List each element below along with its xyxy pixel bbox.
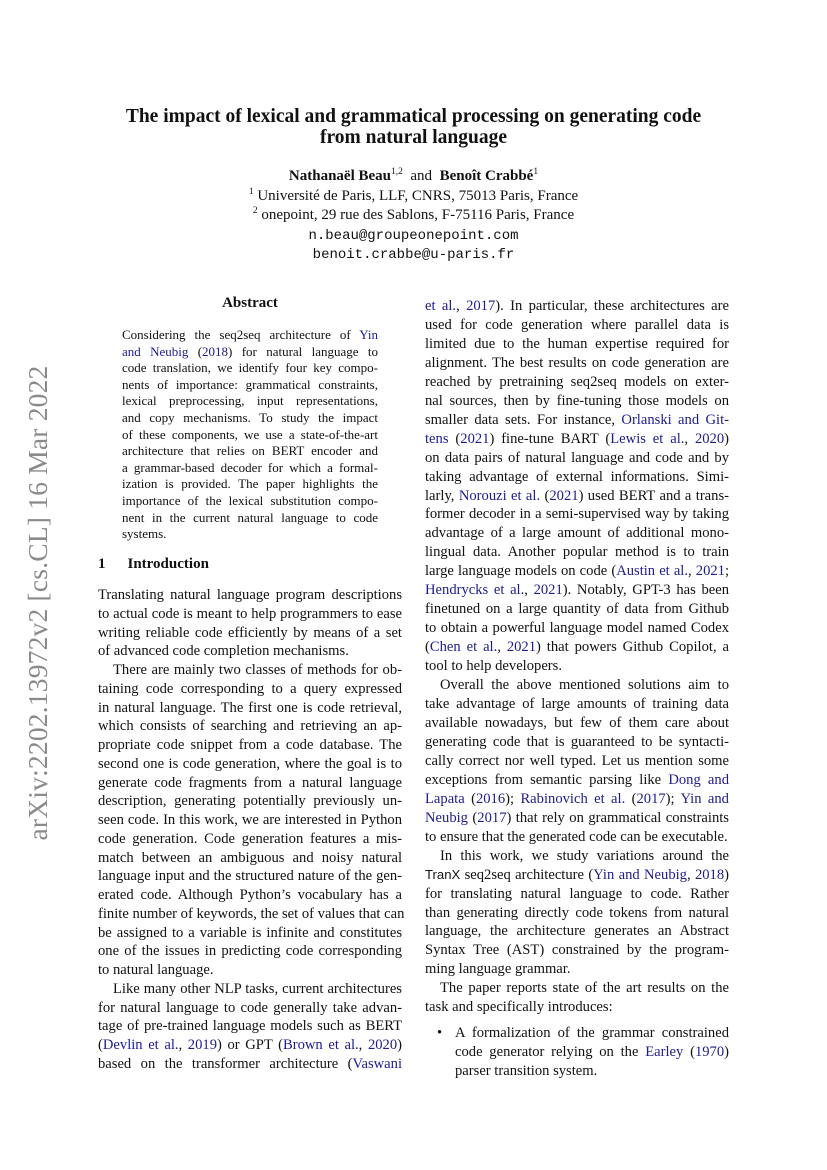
text-line bbox=[425, 657, 729, 676]
text-line bbox=[98, 961, 402, 980]
text-run: There are mainly two classes of methods for ob- bbox=[113, 662, 402, 678]
text-run: based on the transformer architecture ( bbox=[98, 1055, 353, 1072]
text-line bbox=[425, 714, 729, 733]
text-run: ) that powers Github Copilot, a bbox=[536, 639, 729, 656]
text-line bbox=[425, 487, 729, 506]
text-line bbox=[425, 828, 729, 847]
author-email[interactable]: n.beau@groupeonepoint.com bbox=[308, 228, 519, 244]
text-line bbox=[425, 430, 729, 449]
text-line bbox=[425, 505, 729, 524]
text-run: importance of the lexical substitution compo- bbox=[122, 492, 378, 508]
text-run: larly, bbox=[425, 487, 459, 504]
text-line bbox=[425, 354, 729, 373]
text-run: seen code. In this work, we are interested in Python bbox=[98, 812, 402, 828]
paragraph bbox=[425, 979, 729, 1017]
right-column bbox=[425, 297, 729, 1081]
text-line bbox=[98, 586, 402, 605]
text-run: former decoder in a semi-supervised way by taking bbox=[425, 506, 729, 523]
text-line bbox=[122, 493, 378, 510]
text-line bbox=[455, 1062, 729, 1081]
text-run: description, generating potentially previously un- bbox=[98, 793, 402, 810]
text-run: ( bbox=[425, 639, 430, 656]
citation-link[interactable]: Neubig bbox=[425, 809, 468, 826]
text-line bbox=[425, 562, 729, 581]
text-line bbox=[122, 526, 378, 543]
citation-link[interactable]: Yin bbox=[359, 327, 378, 342]
text-run: , bbox=[497, 639, 507, 656]
text-run: taining code corresponding to a query expressed bbox=[98, 680, 402, 697]
text-run: take advantage of large amounts of training data bbox=[425, 696, 729, 713]
text-line bbox=[98, 755, 402, 774]
text-line bbox=[98, 605, 402, 624]
bullet-icon: • bbox=[437, 1025, 443, 1042]
text-line bbox=[425, 752, 729, 771]
citation-link[interactable]: Yin and Neubig bbox=[593, 866, 687, 883]
text-line bbox=[425, 904, 729, 923]
citation-link[interactable]: 2018 bbox=[202, 343, 229, 359]
citation-link[interactable]: 1970 bbox=[694, 1044, 725, 1061]
arxiv-stamp: arXiv:2202.13972v2 [cs.CL] 16 Mar 2022 bbox=[22, 365, 53, 841]
text-run: code generator relying on the bbox=[455, 1044, 646, 1061]
citation-link[interactable]: 2017 bbox=[466, 298, 496, 314]
citation-link[interactable]: Chen et al. bbox=[429, 639, 498, 656]
paragraph bbox=[122, 327, 378, 543]
citation-link[interactable]: 2020 bbox=[367, 1037, 398, 1053]
text-line bbox=[122, 393, 378, 410]
text-run: ization is provided. The paper highlights the bbox=[122, 476, 378, 492]
text-run: and copy mechanisms. To study the impact bbox=[122, 409, 378, 425]
text-run: propriate code snippet from a code database. The bbox=[98, 737, 402, 753]
citation-link[interactable]: 2021 bbox=[506, 639, 537, 656]
citation-link[interactable]: Earley bbox=[645, 1044, 684, 1061]
citation-link[interactable]: 2018 bbox=[694, 866, 725, 883]
text-line bbox=[122, 427, 378, 444]
bullet-item bbox=[425, 1024, 729, 1081]
section-title: Introduction bbox=[127, 556, 209, 572]
text-run: ) bbox=[397, 1037, 402, 1053]
author-affil-mark: 1,2 bbox=[391, 167, 403, 177]
citation-link[interactable]: tens bbox=[425, 430, 449, 447]
text-line bbox=[425, 676, 729, 695]
text-run: of these components, we use a state-of-the-art bbox=[122, 426, 378, 442]
left-column bbox=[98, 586, 405, 1074]
text-line bbox=[98, 1055, 402, 1074]
citation-link[interactable]: Dong and bbox=[668, 771, 729, 788]
text-line bbox=[122, 460, 378, 477]
text-run: one of the issues in predicting code corresponding bbox=[98, 943, 402, 960]
citation-link[interactable]: Devlin et al. bbox=[102, 1037, 179, 1053]
text-run: ( bbox=[625, 790, 637, 807]
text-line bbox=[98, 830, 402, 849]
citation-link[interactable]: Yin and bbox=[680, 790, 729, 807]
text-line bbox=[425, 847, 729, 866]
text-line bbox=[98, 886, 402, 905]
citation-link[interactable]: 2017 bbox=[636, 790, 666, 807]
text-run: ) used BERT and a trans- bbox=[578, 487, 729, 504]
affil-mark: 1 bbox=[248, 187, 254, 197]
text-line bbox=[425, 941, 729, 960]
text-run: lexical preprocessing, input representations, bbox=[122, 393, 378, 409]
text-run: to obtain a powerful language model named Codex bbox=[425, 620, 729, 637]
citation-link[interactable]: et al. bbox=[425, 298, 457, 314]
text-run: erated code. Although Python’s vocabulary has a bbox=[98, 887, 402, 903]
text-run: ). Notably, GPT-3 has been bbox=[562, 582, 729, 599]
text-line bbox=[425, 316, 729, 335]
text-line bbox=[425, 790, 729, 809]
text-run: to ensure that the generated code can be executable. bbox=[425, 828, 728, 845]
text-run: , bbox=[686, 866, 695, 883]
text-line bbox=[425, 449, 729, 468]
text-line bbox=[455, 1043, 729, 1062]
text-run: generating code that is guaranteed to be syntacti- bbox=[425, 733, 729, 750]
text-run: finite number of keywords, the set of values that can bbox=[98, 905, 405, 922]
text-run: task and specifically introduces: bbox=[425, 999, 613, 1016]
text-line bbox=[98, 924, 402, 943]
text-run: ) bbox=[724, 1044, 729, 1061]
affil-mark: 2 bbox=[252, 206, 258, 216]
text-run: , bbox=[688, 563, 696, 580]
text-line bbox=[98, 980, 402, 999]
text-run: , bbox=[358, 1037, 368, 1053]
text-run: , bbox=[524, 582, 534, 599]
text-run: be assigned to a variable is infinite and constitutes bbox=[98, 924, 402, 941]
text-line bbox=[425, 960, 729, 979]
affiliation bbox=[0, 206, 827, 224]
text-line bbox=[98, 999, 402, 1018]
text-line bbox=[425, 411, 729, 430]
text-run: ming language grammar. bbox=[425, 961, 571, 978]
text-line bbox=[425, 581, 729, 600]
author-email[interactable]: benoit.crabbe@u-paris.fr bbox=[312, 247, 515, 263]
text-line bbox=[122, 344, 378, 361]
text-run: code translation, we identify four key compo- bbox=[122, 360, 378, 376]
text-line bbox=[122, 510, 378, 527]
text-run: nal sources, then by fine-tuning those models on bbox=[425, 392, 729, 409]
text-run: Like many other NLP tasks, current architectures bbox=[113, 980, 402, 997]
text-line bbox=[98, 642, 402, 661]
text-line bbox=[425, 866, 729, 885]
citation-link[interactable]: Orlanski and Git- bbox=[621, 411, 729, 428]
citation-link[interactable]: 2021 bbox=[549, 487, 579, 504]
text-run: ( bbox=[467, 809, 478, 826]
text-line bbox=[425, 524, 729, 543]
text-run: lingual data. Another popular method is to train bbox=[425, 544, 729, 561]
text-line bbox=[122, 476, 378, 493]
text-line bbox=[122, 410, 378, 427]
text-line bbox=[425, 922, 729, 941]
text-line bbox=[425, 619, 729, 638]
text-line bbox=[425, 335, 729, 354]
text-line bbox=[425, 885, 729, 904]
text-line bbox=[98, 736, 402, 755]
text-run: to actual code is meant to help programmers to ease bbox=[98, 605, 402, 622]
citation-link[interactable]: 2021 bbox=[460, 430, 490, 447]
text-run: for natural language to code generally take advan- bbox=[98, 999, 402, 1016]
text-run: in natural language. The first one is code retrieval, bbox=[98, 699, 402, 716]
text-run: taking advantage of external informations. Simi- bbox=[425, 468, 729, 485]
text-line bbox=[425, 979, 729, 998]
text-run: finetuned on a large quantity of data from Github bbox=[425, 601, 729, 618]
text-run: code generation. Code generation features a mis- bbox=[98, 830, 402, 847]
text-run: , bbox=[684, 430, 695, 447]
text-line bbox=[425, 468, 729, 487]
text-line bbox=[98, 1017, 402, 1036]
text-run: Translating natural language program descriptions bbox=[98, 587, 402, 603]
abstract-body bbox=[122, 327, 378, 543]
text-run: ( bbox=[464, 790, 476, 807]
author-name: Benoît Crabbé bbox=[439, 168, 534, 184]
text-run: ( bbox=[540, 487, 550, 504]
citation-link[interactable]: Rabinovich et al. bbox=[520, 790, 626, 807]
text-run: , bbox=[178, 1037, 188, 1053]
text-run: Considering the seq2seq architecture of bbox=[122, 327, 360, 342]
paragraph bbox=[425, 297, 729, 676]
text-run: ). In particular, these architectures are bbox=[495, 298, 729, 314]
citation-link[interactable]: Lewis et al. bbox=[610, 430, 685, 447]
text-run: nent in the current natural language to code bbox=[122, 509, 378, 525]
text-line bbox=[98, 699, 402, 718]
title-line: from natural language bbox=[319, 127, 508, 148]
text-line bbox=[425, 600, 729, 619]
text-line bbox=[98, 792, 402, 811]
citation-link[interactable]: Lapata bbox=[425, 790, 465, 807]
text-run: ( bbox=[448, 430, 461, 447]
text-run: cally correct nor well typed. Let us mention some bbox=[425, 752, 729, 769]
citation-link[interactable]: 2019 bbox=[187, 1037, 217, 1053]
citation-link[interactable]: Norouzi et al. bbox=[458, 487, 541, 504]
text-line bbox=[425, 373, 729, 392]
text-run: architecture that relies on BERT encoder and bbox=[122, 443, 378, 459]
text-line bbox=[98, 867, 402, 886]
text-run: ) or GPT ( bbox=[216, 1037, 283, 1053]
text-run: ) fine-tune BART ( bbox=[489, 430, 611, 447]
text-run: generate code fragments from a natural language bbox=[98, 774, 402, 791]
text-run: language input and the structured nature of the gen- bbox=[98, 868, 402, 885]
text-run: for translating natural language to code. Rather bbox=[425, 885, 729, 902]
text-run: advantage of a large amount of additional mono- bbox=[425, 525, 729, 542]
text-run: ); bbox=[505, 790, 521, 807]
text-line bbox=[425, 998, 729, 1017]
text-line bbox=[425, 809, 729, 828]
text-line bbox=[98, 1036, 402, 1055]
text-run: ; bbox=[724, 563, 730, 580]
text-run: of advanced code completion mechanisms. bbox=[98, 643, 349, 660]
text-run: ); bbox=[665, 790, 681, 807]
citation-link[interactable]: 2021 bbox=[533, 582, 563, 599]
text-line bbox=[425, 638, 729, 657]
paragraph bbox=[425, 676, 729, 847]
affiliation bbox=[0, 187, 827, 205]
paragraph bbox=[98, 586, 402, 661]
text-run: ( bbox=[188, 343, 203, 359]
text-run: smaller data sets. For instance, bbox=[425, 411, 622, 428]
text-line bbox=[98, 624, 402, 643]
author-name: Nathanaël Beau bbox=[288, 168, 392, 184]
citation-link[interactable]: and Neubig bbox=[122, 343, 189, 359]
text-run: tage of pre-trained language models such as BERT bbox=[98, 1018, 402, 1035]
text-run: limited due to the human expertise required for bbox=[425, 335, 729, 352]
text-line bbox=[425, 543, 729, 562]
text-run: a grammar-based decoder for which a formal- bbox=[122, 459, 378, 475]
text-run: to natural language. bbox=[98, 962, 214, 978]
author-list bbox=[0, 167, 827, 185]
text-line bbox=[425, 392, 729, 411]
abstract-heading: Abstract bbox=[222, 295, 278, 311]
text-line bbox=[122, 327, 378, 344]
text-run: ) for natural language to bbox=[228, 343, 378, 359]
citation-link[interactable]: 2021 bbox=[695, 563, 725, 580]
citation-link[interactable]: 2020 bbox=[694, 430, 725, 447]
text-run: In this work, we study variations around the bbox=[440, 847, 729, 864]
text-line bbox=[98, 811, 402, 830]
citation-link[interactable]: Brown et al. bbox=[283, 1037, 359, 1053]
title-line: The impact of lexical and grammatical processing on generating code bbox=[125, 106, 702, 127]
text-line bbox=[425, 695, 729, 714]
text-line bbox=[455, 1024, 729, 1043]
paper-title bbox=[0, 106, 827, 148]
citation-link[interactable]: 2016 bbox=[475, 790, 506, 807]
text-run: language, the architecture generates an Abstract bbox=[425, 923, 729, 940]
section-number: 1 bbox=[98, 556, 106, 572]
text-line bbox=[425, 297, 729, 316]
text-run: Syntax Tree (AST) constrained by the program- bbox=[425, 942, 729, 959]
text-run: seq2seq architecture ( bbox=[460, 866, 594, 883]
affil-text: onepoint, 29 rue des Sablons, F-75116 Paris, France bbox=[261, 207, 575, 223]
text-run: than generating directly code tokens from natural bbox=[425, 904, 729, 921]
text-run: large language models on code ( bbox=[425, 563, 617, 580]
text-run: reached by pretraining seq2seq models on exter- bbox=[425, 373, 729, 390]
text-run: parser transition system. bbox=[455, 1063, 598, 1080]
text-line bbox=[425, 771, 729, 790]
paragraph bbox=[425, 847, 729, 980]
text-run: which consists of searching and retrieving an ap- bbox=[98, 718, 402, 735]
text-line bbox=[98, 680, 402, 699]
text-line bbox=[98, 849, 402, 868]
citation-link[interactable]: Austin et al. bbox=[616, 563, 689, 580]
text-run: ) bbox=[724, 866, 730, 883]
text-run: Overall the above mentioned solutions aim to bbox=[440, 677, 729, 694]
paragraph bbox=[98, 661, 405, 980]
text-run: second one is code generation, where the goal is to bbox=[98, 755, 402, 772]
text-run: available nowadays, but few of them care about bbox=[425, 714, 729, 731]
code-name: TranX bbox=[425, 866, 461, 882]
text-run: ) bbox=[724, 430, 729, 447]
text-run: on data pairs of natural language and code and by bbox=[425, 449, 729, 466]
text-line bbox=[98, 661, 402, 680]
text-run: ) that rely on grammatical constraints bbox=[506, 809, 729, 826]
text-line bbox=[98, 905, 405, 924]
text-line bbox=[122, 360, 378, 377]
citation-link[interactable]: Vaswani bbox=[352, 1055, 402, 1072]
author-affil-mark: 1 bbox=[533, 167, 539, 177]
authors-and: and bbox=[410, 168, 433, 184]
text-run: The paper reports state of the art results on the bbox=[440, 980, 729, 997]
text-run: A formalization of the grammar constrained bbox=[455, 1025, 729, 1042]
text-run: , bbox=[456, 298, 467, 314]
text-run: alignment. The best results on code generation are bbox=[425, 354, 729, 371]
text-run: ( bbox=[683, 1044, 695, 1061]
text-line bbox=[122, 377, 378, 394]
text-line bbox=[122, 443, 378, 460]
section-heading bbox=[98, 556, 231, 573]
text-run: ( bbox=[98, 1037, 103, 1053]
text-run: exceptions from semantic parsing like bbox=[425, 771, 669, 788]
text-line bbox=[425, 733, 729, 752]
text-line bbox=[98, 774, 402, 793]
citation-link[interactable]: Hendrycks et al. bbox=[425, 582, 525, 599]
paragraph bbox=[98, 980, 402, 1074]
citation-link[interactable]: 2017 bbox=[477, 809, 507, 826]
text-run: tool to help developers. bbox=[425, 658, 562, 675]
text-line bbox=[98, 717, 402, 736]
text-run: nents of importance: grammatical constraints, bbox=[122, 376, 378, 392]
text-run: writing reliable code efficiently by means of a set bbox=[98, 624, 402, 641]
text-line bbox=[98, 942, 402, 961]
text-run: used for code generation where parallel data is bbox=[425, 316, 729, 333]
text-run: systems. bbox=[122, 526, 167, 542]
text-run: match between an ambiguous and noisy natural bbox=[98, 849, 402, 866]
affil-text: Université de Paris, LLF, CNRS, 75013 Paris, France bbox=[257, 188, 579, 204]
